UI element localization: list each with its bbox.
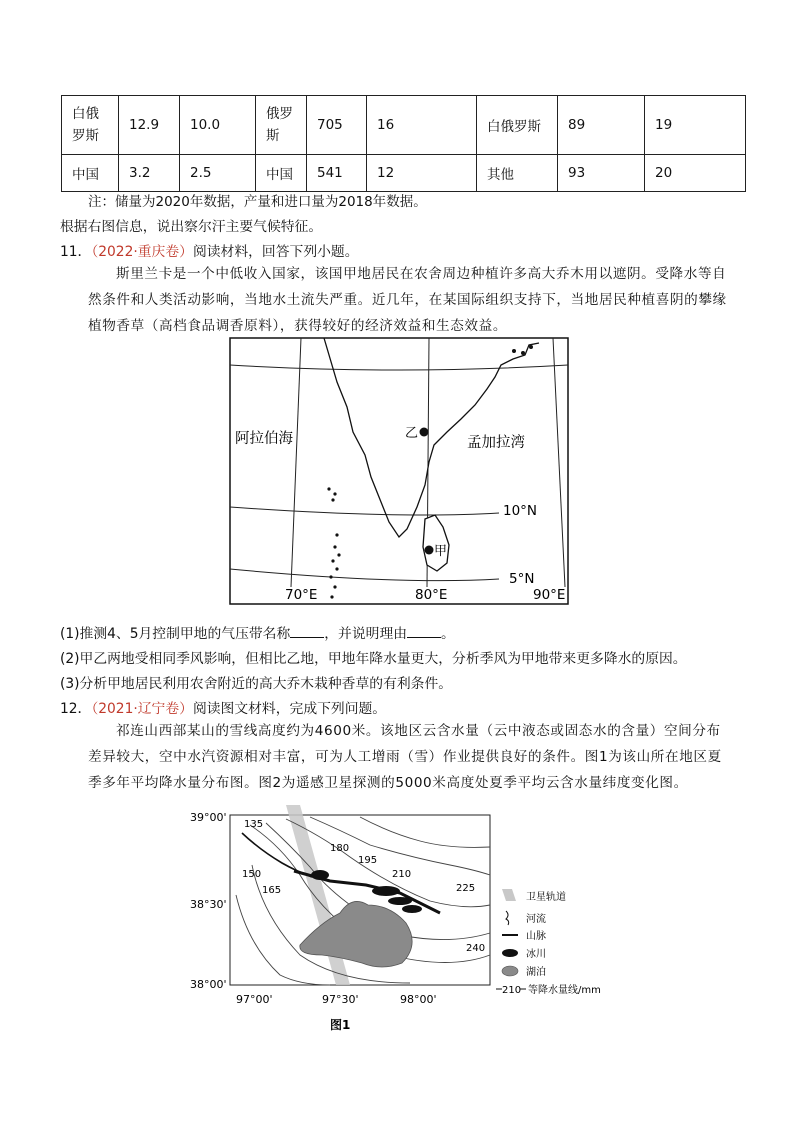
table-cell: 2.5	[180, 155, 256, 192]
table-cell: 20	[645, 155, 746, 192]
table-cell: 中国	[256, 155, 307, 192]
label-10n: 10°N	[503, 503, 538, 519]
question-11-sub3: (3)分析甲地居民利用农舍附近的高大乔木栽种香草的有利条件。	[60, 676, 453, 692]
label-jia: 甲	[434, 544, 448, 559]
contour-label: 180	[330, 843, 350, 854]
table-cell: 12	[367, 155, 477, 192]
contour-label: 210	[392, 869, 412, 880]
label-80e: 80°E	[415, 587, 448, 603]
figure-caption: 图1	[330, 1018, 351, 1032]
question-instruction: 阅读材料，回答下列小题。	[192, 244, 359, 260]
label-70e: 70°E	[285, 587, 318, 603]
label-5n: 5°N	[509, 571, 535, 587]
table-cell: 93	[558, 155, 645, 192]
lon-label: 98°00'	[400, 993, 437, 1006]
lon-label: 97°30'	[322, 993, 359, 1006]
legend-label: 卫星轨道	[526, 892, 566, 903]
question-source: （2022·重庆卷）	[91, 244, 193, 260]
lat-label: 38°30'	[190, 898, 227, 911]
contour-label: 165	[262, 885, 282, 896]
label-arabian-sea: 阿拉伯海	[235, 431, 293, 447]
table-cell: 俄罗 斯	[256, 96, 307, 155]
question-12-passage	[88, 718, 733, 796]
contour-label: 135	[244, 819, 264, 830]
lat-label: 39°00'	[190, 811, 227, 824]
label-90e: 90°E	[533, 587, 566, 603]
sub1-text-b: ，并说明理由	[324, 626, 408, 642]
table-cell: 12.9	[119, 96, 180, 155]
map-legend	[496, 889, 601, 996]
legend-label: 冰川	[526, 949, 546, 960]
table-cell: 705	[307, 96, 367, 155]
table-cell: 白俄 罗斯	[62, 96, 119, 155]
label-yi: 乙	[405, 426, 419, 441]
table-cell: 3.2	[119, 155, 180, 192]
question-11-sub2: (2)甲乙两地受相同季风影响，但相比乙地，甲地年降水量更大，分析季风为甲地带来更多降水的原因。	[60, 651, 687, 667]
table-row	[62, 96, 746, 155]
question-instruction: 阅读图文材料，完成下列问题。	[192, 701, 387, 717]
table-note: 注：储量为2020年数据，产量和进口量为2018年数据。	[88, 194, 427, 210]
legend-value: 210	[502, 985, 522, 996]
point-jia	[425, 546, 434, 555]
contour-label: 225	[456, 883, 476, 894]
table-cell: 其他	[477, 155, 558, 192]
legend-label: 等降水量线/mm	[528, 985, 601, 996]
table-cell: 白俄罗斯	[477, 96, 558, 155]
legend-label: 山脉	[526, 931, 546, 942]
question-source: （2021·辽宁卷）	[91, 701, 193, 717]
passage-text: 斯里兰卡是一个中低收入国家，该国甲地居民在农舍周边种植许多高大乔木用以遮阴。受降水等自然条件和人类活动影响，当地水土流失严重。近几年，在某国际组织支持下，当地居民种植喜阴的攀缘植物香草（高档食品调香原料），获得较好的经济效益和生态效益。	[88, 266, 727, 334]
question-11-header	[60, 240, 359, 260]
sub1-text-c: 。	[441, 626, 455, 642]
question-11-passage	[88, 261, 733, 339]
south-asia-map	[229, 337, 569, 605]
precipitation-map	[190, 805, 650, 1045]
legend-label: 河流	[526, 914, 546, 925]
contour-label: 150	[242, 869, 262, 880]
table-cell: 中国	[62, 155, 119, 192]
table-cell: 89	[558, 96, 645, 155]
question-number: 12．	[60, 701, 92, 717]
table-row	[62, 155, 746, 192]
legend-label: 湖泊	[526, 967, 546, 978]
lat-label: 38°00'	[190, 978, 227, 991]
point-yi	[420, 428, 429, 437]
passage-text: 祁连山西部某山的雪线高度约为4600米。该地区云含水量（云中液态或固态水的含量）空间分布差异较大，空中水汽资源相对丰富，可为人工增雨（雪）作业提供良好的条件。图1为该山所在地区夏季多年平均降水量分布图。图2为遥感卫星探测的5000米高度处夏季平均云含水量纬度变化图。	[88, 723, 722, 791]
answer-blank[interactable]	[290, 625, 324, 638]
label-bay-of-bengal: 孟加拉湾	[467, 435, 525, 451]
table-cell: 19	[645, 96, 746, 155]
table-cell: 10.0	[180, 96, 256, 155]
table-cell: 541	[307, 155, 367, 192]
lon-label: 97°00'	[236, 993, 273, 1006]
data-table	[61, 95, 746, 192]
contour-label: 240	[466, 943, 486, 954]
table-cell: 16	[367, 96, 477, 155]
answer-blank[interactable]	[407, 625, 441, 638]
question-11-sub1	[60, 622, 455, 642]
question-number: 11．	[60, 244, 92, 260]
question-10-tail: 根据右图信息，说出察尔汗主要气候特征。	[60, 219, 323, 235]
sub1-text: (1)推测4、5月控制甲地的气压带名称	[60, 626, 291, 642]
contour-label: 195	[358, 855, 378, 866]
question-12-header	[60, 697, 386, 717]
